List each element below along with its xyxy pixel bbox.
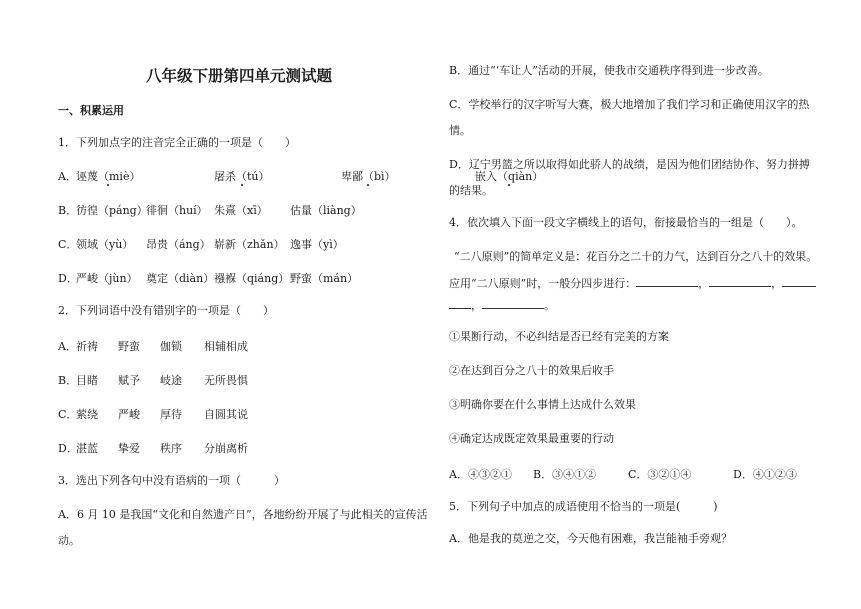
question-3-option-d: D．辽宁男篮之所以取得如此骄人的战绩，是因为他们团结协作、努力拼搏 xyxy=(449,158,810,171)
question-4-item-3: ③明确你要在什么事情上达成什么效果 xyxy=(449,398,636,411)
choice-b: B．③④①② xyxy=(533,468,597,481)
question-3-option-a: A．6 月 10 是我国“文化和自然遗产日”，各地纷纷开展了与此相关的宣传活 xyxy=(58,508,428,521)
question-3-option-d-cont: 的结果。 xyxy=(449,184,493,197)
question-3-option-c-cont: 情。 xyxy=(449,124,471,137)
question-1-stem: 1．下列加点字的注音完全正确的一项是（ ） xyxy=(58,136,296,149)
question-4-item-1: ①果断行动，不必纠结是否已经有完美的方案 xyxy=(449,330,669,343)
choice-a: A．④③②① xyxy=(449,468,512,481)
page-title: 八年级下册第四单元测试题 xyxy=(145,67,332,85)
question-5-stem: 5．下列句子中加点的成语使用不恰当的一项是( ) xyxy=(449,500,718,513)
question-5-option-a: A．他是我的莫逆之交，今天他有困难，我岂能袖手旁观？ xyxy=(449,532,732,545)
section-heading: 一、积累运用 xyxy=(58,104,124,117)
fill-blank-3 xyxy=(782,276,816,287)
choice-c: C．③②①④ xyxy=(628,468,692,481)
question-3-option-c: C．学校举行的汉字听写大赛，极大地增加了我们学习和正确使用汉字的热 xyxy=(449,98,810,111)
question-4-item-2: ②在达到百分之八十的效果后收手 xyxy=(449,364,614,377)
question-2-stem: 2．下列词语中没有错别字的一项是（ ） xyxy=(58,304,274,317)
question-4-passage-text: 应用“二八原则”时，一般分四步进行： xyxy=(449,277,637,290)
fill-blank-4 xyxy=(482,298,544,309)
question-3-option-b: B．通过“‘车让人”活动的开展，使我市交通秩序得到进一步改善。 xyxy=(449,64,769,77)
question-4-stem: 4．依次填入下面一段文字横线上的语句，衔接最恰当的一组是（ ）。 xyxy=(449,216,803,229)
question-4-passage-cont: 应用“二八原则”时，一般分四步进行： ， ， xyxy=(449,276,816,291)
choice-d: D．④①②③ xyxy=(733,468,797,481)
question-4-item-4: ④确定达成既定效果最重要的行动 xyxy=(449,432,614,445)
question-3-option-a-cont: 动。 xyxy=(58,534,80,547)
fill-blank-3-cont xyxy=(449,298,471,309)
fill-blank-2 xyxy=(709,276,771,287)
question-3-stem: 3．选出下列各句中没有语病的一项（ ） xyxy=(58,474,285,487)
question-4-passage-cont2: ， 。 xyxy=(449,298,555,313)
fill-blank-1 xyxy=(636,276,698,287)
question-4-passage: “二八原则”的简单定义是：花百分之二十的力气，达到百分之八十的效果。 xyxy=(454,250,818,263)
question-1-option-a: A． 诬蔑（miè） 屠杀（tú） 卑鄙（bì） 嵌入（qiàn） xyxy=(58,170,544,183)
